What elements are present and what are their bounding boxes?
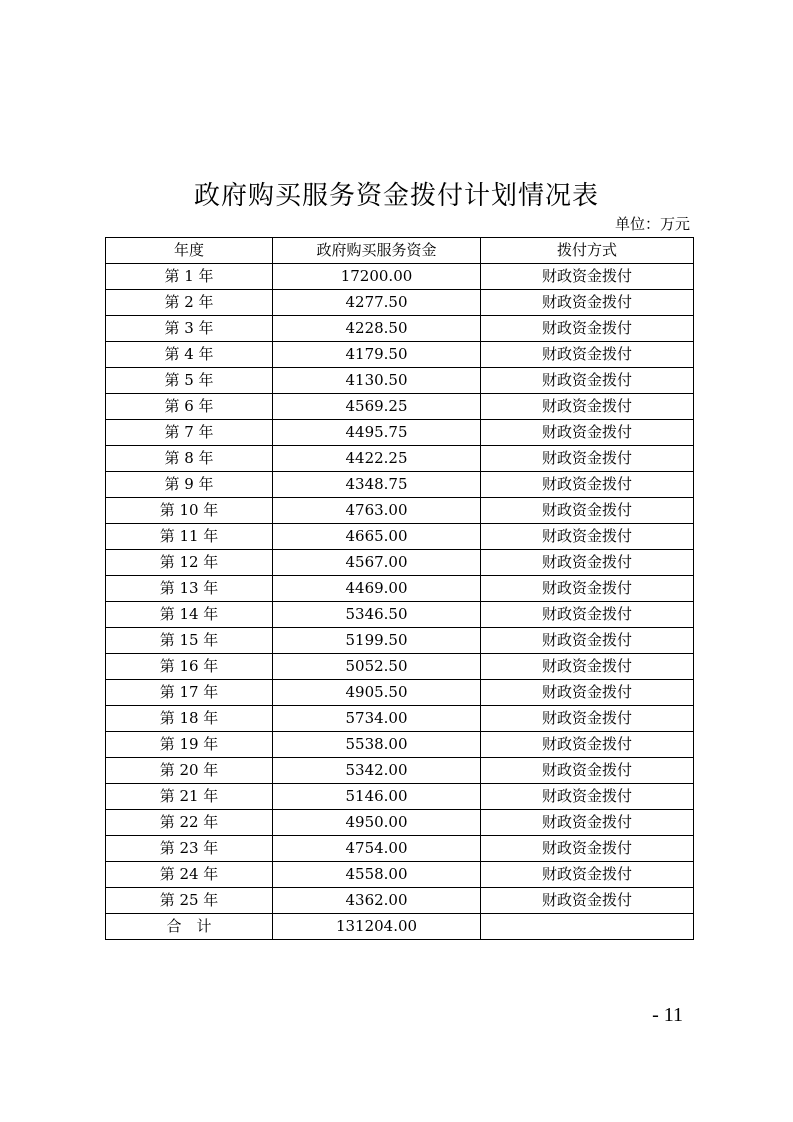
table-row — [106, 784, 694, 810]
table-row — [106, 576, 694, 602]
table-row — [106, 862, 694, 888]
cell-amount: 4558.00 — [273, 862, 481, 888]
cell-year: 第 6 年 — [106, 394, 273, 420]
cell-method: 财政资金拨付 — [481, 316, 694, 342]
total-label: 合 计 — [106, 914, 273, 940]
cell-amount: 5199.50 — [273, 628, 481, 654]
cell-year: 第 2 年 — [106, 290, 273, 316]
cell-year: 第 15 年 — [106, 628, 273, 654]
table-row — [106, 602, 694, 628]
cell-amount: 5346.50 — [273, 602, 481, 628]
cell-method: 财政资金拨付 — [481, 862, 694, 888]
table-row — [106, 732, 694, 758]
cell-year: 第 13 年 — [106, 576, 273, 602]
cell-amount: 4665.00 — [273, 524, 481, 550]
cell-year: 第 14 年 — [106, 602, 273, 628]
cell-amount: 4228.50 — [273, 316, 481, 342]
table-row — [106, 342, 694, 368]
cell-amount: 4905.50 — [273, 680, 481, 706]
table-row — [106, 446, 694, 472]
cell-amount: 5146.00 — [273, 784, 481, 810]
cell-method: 财政资金拨付 — [481, 420, 694, 446]
cell-amount: 4763.00 — [273, 498, 481, 524]
cell-amount: 4422.25 — [273, 446, 481, 472]
cell-amount: 4362.00 — [273, 888, 481, 914]
fund-disbursement-table — [105, 237, 694, 940]
unit-label: 单位：万元 — [614, 215, 690, 233]
table-row — [106, 420, 694, 446]
cell-year: 第 8 年 — [106, 446, 273, 472]
table-row — [106, 706, 694, 732]
cell-year: 第 1 年 — [106, 264, 273, 290]
cell-amount: 4754.00 — [273, 836, 481, 862]
cell-amount: 4277.50 — [273, 290, 481, 316]
cell-year: 第 17 年 — [106, 680, 273, 706]
cell-year: 第 20 年 — [106, 758, 273, 784]
cell-method: 财政资金拨付 — [481, 732, 694, 758]
cell-method: 财政资金拨付 — [481, 628, 694, 654]
cell-year: 第 7 年 — [106, 420, 273, 446]
cell-method: 财政资金拨付 — [481, 498, 694, 524]
cell-amount: 4179.50 — [273, 342, 481, 368]
cell-method: 财政资金拨付 — [481, 264, 694, 290]
cell-year: 第 18 年 — [106, 706, 273, 732]
table-row — [106, 394, 694, 420]
cell-year: 第 9 年 — [106, 472, 273, 498]
cell-year: 第 25 年 — [106, 888, 273, 914]
cell-method: 财政资金拨付 — [481, 602, 694, 628]
cell-method: 财政资金拨付 — [481, 654, 694, 680]
header-year: 年度 — [106, 238, 273, 264]
cell-amount: 4469.00 — [273, 576, 481, 602]
table-row — [106, 888, 694, 914]
table-row — [106, 264, 694, 290]
cell-year: 第 3 年 — [106, 316, 273, 342]
table-row — [106, 524, 694, 550]
table-row — [106, 628, 694, 654]
cell-amount: 4130.50 — [273, 368, 481, 394]
cell-method: 财政资金拨付 — [481, 342, 694, 368]
cell-year: 第 23 年 — [106, 836, 273, 862]
cell-method: 财政资金拨付 — [481, 810, 694, 836]
cell-year: 第 19 年 — [106, 732, 273, 758]
table-row — [106, 654, 694, 680]
table-row — [106, 758, 694, 784]
cell-amount: 4495.75 — [273, 420, 481, 446]
cell-amount: 5734.00 — [273, 706, 481, 732]
cell-year: 第 10 年 — [106, 498, 273, 524]
cell-amount: 4950.00 — [273, 810, 481, 836]
cell-method: 财政资金拨付 — [481, 576, 694, 602]
cell-method: 财政资金拨付 — [481, 394, 694, 420]
table-row — [106, 498, 694, 524]
table-row — [106, 810, 694, 836]
table-header-row — [106, 238, 694, 264]
table-row — [106, 368, 694, 394]
cell-method: 财政资金拨付 — [481, 680, 694, 706]
cell-method: 财政资金拨付 — [481, 706, 694, 732]
table-row — [106, 680, 694, 706]
cell-method: 财政资金拨付 — [481, 524, 694, 550]
cell-amount: 5052.50 — [273, 654, 481, 680]
cell-amount: 5538.00 — [273, 732, 481, 758]
table-row — [106, 316, 694, 342]
cell-method: 财政资金拨付 — [481, 758, 694, 784]
cell-method: 财政资金拨付 — [481, 784, 694, 810]
table-row — [106, 550, 694, 576]
table-row — [106, 290, 694, 316]
page-number: - 11 — [652, 1004, 683, 1026]
cell-year: 第 5 年 — [106, 368, 273, 394]
cell-year: 第 21 年 — [106, 784, 273, 810]
cell-year: 第 22 年 — [106, 810, 273, 836]
header-amount: 政府购买服务资金 — [273, 238, 481, 264]
table-row — [106, 472, 694, 498]
cell-amount: 4567.00 — [273, 550, 481, 576]
cell-amount: 5342.00 — [273, 758, 481, 784]
cell-amount: 4348.75 — [273, 472, 481, 498]
cell-method: 财政资金拨付 — [481, 446, 694, 472]
cell-method: 财政资金拨付 — [481, 368, 694, 394]
total-method — [481, 914, 694, 940]
cell-method: 财政资金拨付 — [481, 888, 694, 914]
cell-year: 第 24 年 — [106, 862, 273, 888]
cell-amount: 17200.00 — [273, 264, 481, 290]
cell-amount: 4569.25 — [273, 394, 481, 420]
cell-method: 财政资金拨付 — [481, 836, 694, 862]
cell-year: 第 11 年 — [106, 524, 273, 550]
cell-method: 财政资金拨付 — [481, 472, 694, 498]
cell-year: 第 16 年 — [106, 654, 273, 680]
cell-year: 第 12 年 — [106, 550, 273, 576]
total-row — [106, 914, 694, 940]
cell-method: 财政资金拨付 — [481, 290, 694, 316]
cell-year: 第 4 年 — [106, 342, 273, 368]
table-row — [106, 836, 694, 862]
cell-method: 财政资金拨付 — [481, 550, 694, 576]
table-body — [106, 264, 694, 914]
page-title: 政府购买服务资金拨付计划情况表 — [193, 181, 599, 212]
header-method: 拨付方式 — [481, 238, 694, 264]
total-amount: 131204.00 — [273, 914, 481, 940]
